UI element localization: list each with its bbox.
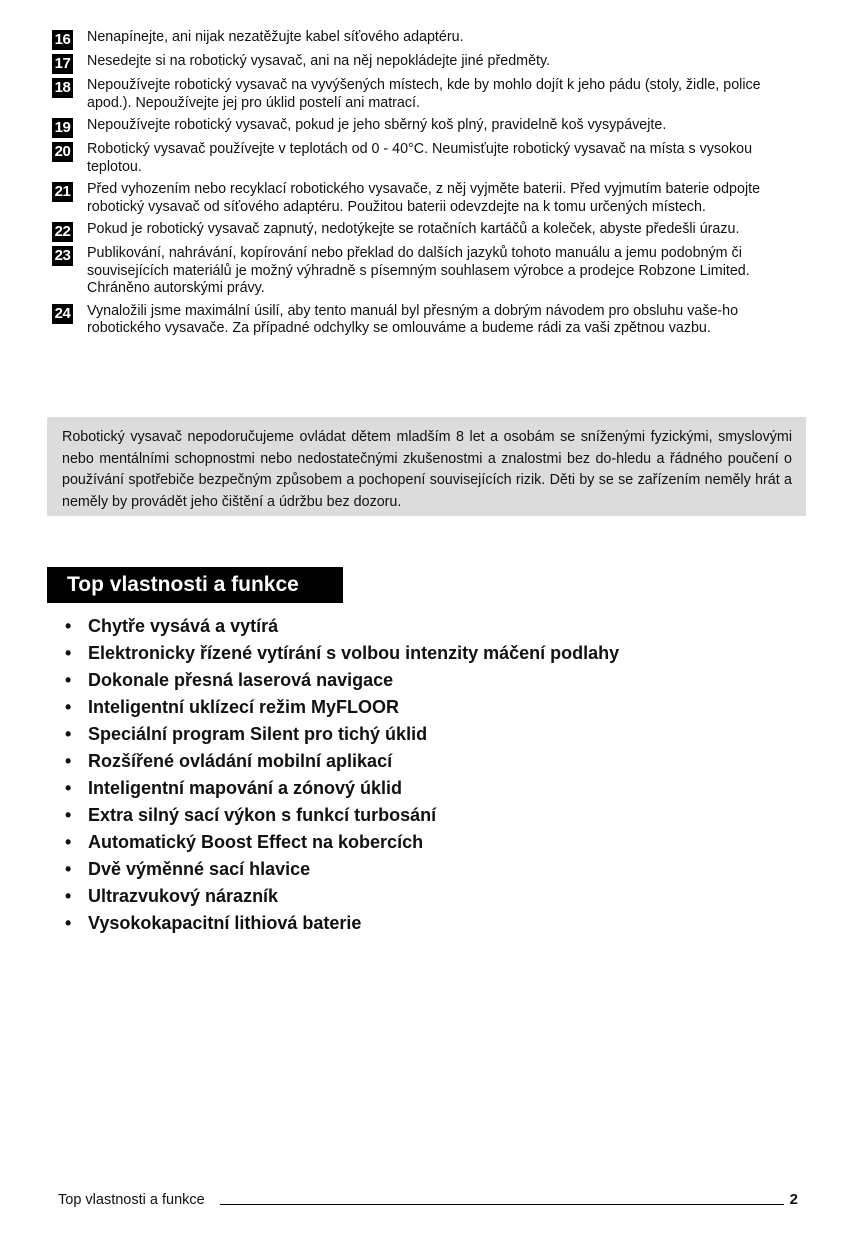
feature-text: Elektronicky řízené vytírání s volbou intenzity máčení podlahy	[88, 643, 620, 663]
item-text: Nepoužívejte robotický vysavač na vyvýšených místech, kde by mohlo dojít k jeho pádu (stoly, židle, police apod.). Nepoužívejte jej pro úklid postelí ani matrací.	[87, 77, 761, 111]
feature-text: Speciální program Silent pro tichý úklid	[88, 724, 428, 744]
list-item	[63, 721, 619, 748]
bullet-icon: •	[65, 886, 72, 906]
list-item	[63, 829, 619, 856]
list-item	[63, 883, 619, 910]
feature-list	[63, 613, 619, 937]
list-item	[63, 802, 619, 829]
safety-item	[52, 29, 792, 48]
footer-section-title: Top vlastnosti a funkce	[58, 1192, 205, 1208]
bullet-icon: •	[65, 859, 72, 879]
item-number-badge: 23	[52, 246, 73, 266]
safety-item	[52, 141, 792, 176]
bullet-icon: •	[65, 832, 72, 852]
item-text: Nepoužívejte robotický vysavač, pokud je jeho sběrný koš plný, pravidelně koš vysypávejte.	[87, 117, 667, 133]
list-item	[63, 667, 619, 694]
section-heading: Top vlastnosti a funkce	[47, 567, 343, 603]
feature-text: Extra silný sací výkon s funkcí turbosání	[88, 805, 437, 825]
safety-item	[52, 181, 792, 216]
page-footer	[58, 1190, 798, 1210]
safety-item	[52, 303, 792, 338]
bullet-icon: •	[65, 697, 72, 717]
list-item	[63, 694, 619, 721]
item-text: Nenapínejte, ani nijak nezatěžujte kabel síťového adaptéru.	[87, 29, 464, 45]
safety-item	[52, 53, 792, 72]
feature-text: Chytře vysává a vytírá	[88, 616, 279, 636]
bullet-icon: •	[65, 616, 72, 636]
item-number-badge: 18	[52, 78, 73, 98]
item-number-badge: 19	[52, 118, 73, 138]
safety-instructions-list	[52, 29, 792, 343]
item-text: Robotický vysavač používejte v teplotách od 0 - 40°C. Neumisťujte robotický vysavač na místa s vysokou teplotou.	[87, 141, 753, 175]
bullet-icon: •	[65, 805, 72, 825]
bullet-icon: •	[65, 670, 72, 690]
safety-item	[52, 245, 792, 298]
item-number-badge: 16	[52, 30, 73, 50]
bullet-icon: •	[65, 724, 72, 744]
page-number: 2	[789, 1191, 798, 1208]
list-item	[63, 910, 619, 937]
feature-text: Ultrazvukový nárazník	[88, 886, 279, 906]
item-text: Vynaložili jsme maximální úsilí, aby tento manuál byl přesným a dobrým návodem pro obsluhu vaše-ho robotického vysavače. Za případné odchylky se omlouváme a budeme rádi za vaši zpětnou vazbu.	[87, 302, 739, 336]
list-item	[63, 856, 619, 883]
feature-text: Vysokokapacitní lithiová baterie	[88, 913, 362, 933]
list-item	[63, 748, 619, 775]
bullet-icon: •	[65, 913, 72, 933]
item-number-badge: 22	[52, 222, 73, 242]
item-number-badge: 20	[52, 142, 73, 162]
item-number-badge: 17	[52, 54, 73, 74]
feature-text: Dokonale přesná laserová navigace	[88, 670, 394, 690]
item-text: Nesedejte si na robotický vysavač, ani na něj nepokládejte jiné předměty.	[87, 53, 551, 69]
feature-text: Inteligentní uklízecí režim MyFLOOR	[88, 697, 400, 717]
item-text: Publikování, nahrávání, kopírování nebo překlad do dalších jazyků tohoto manuálu a jemu podobným či souvisejících materiálů je možný výhradně s písemným souhlasem výrobce a prodejce Robzone Limited. Chráněno autorskými právy.	[87, 245, 750, 296]
feature-text: Dvě výměnné sací hlavice	[88, 859, 311, 879]
item-number-badge: 21	[52, 182, 73, 202]
bullet-icon: •	[65, 751, 72, 771]
feature-text: Rozšířené ovládání mobilní aplikací	[88, 751, 393, 771]
feature-text: Automatický Boost Effect na kobercích	[88, 832, 424, 852]
safety-item	[52, 221, 792, 240]
footer-divider	[220, 1204, 784, 1205]
safety-item	[52, 77, 792, 112]
feature-text: Inteligentní mapování a zónový úklid	[88, 778, 403, 798]
safety-item	[52, 117, 792, 136]
bullet-icon: •	[65, 778, 72, 798]
bullet-icon: •	[65, 643, 72, 663]
child-safety-warning-box: Robotický vysavač nepodoručujeme ovládat dětem mladším 8 let a osobám se sníženými fyzickými, smyslovými nebo mentálními schopnostmi nebo nedostatečnými zkušenostmi a znalostmi bez do-hledu a řádného poučení o používání spotřebiče bezpečným způsobem a pochopení souvisejících rizik. Děti by se se zařízením neměly hrát a neměly by provádět jeho čištění a údržbu bez dozoru.	[47, 417, 806, 516]
item-text: Před vyhozením nebo recyklací robotického vysavače, z něj vyjměte baterii. Před vyjmutím baterie odpojte robotický vysavač od síťového adaptéru. Použitou baterii odevzdejte na k tomu určených místech.	[87, 181, 761, 215]
list-item	[63, 775, 619, 802]
list-item	[63, 640, 619, 667]
item-text: Pokud je robotický vysavač zapnutý, nedotýkejte se rotačních kartáčů a koleček, abyste předešli úrazu.	[87, 221, 740, 237]
item-number-badge: 24	[52, 304, 73, 324]
list-item	[63, 613, 619, 640]
